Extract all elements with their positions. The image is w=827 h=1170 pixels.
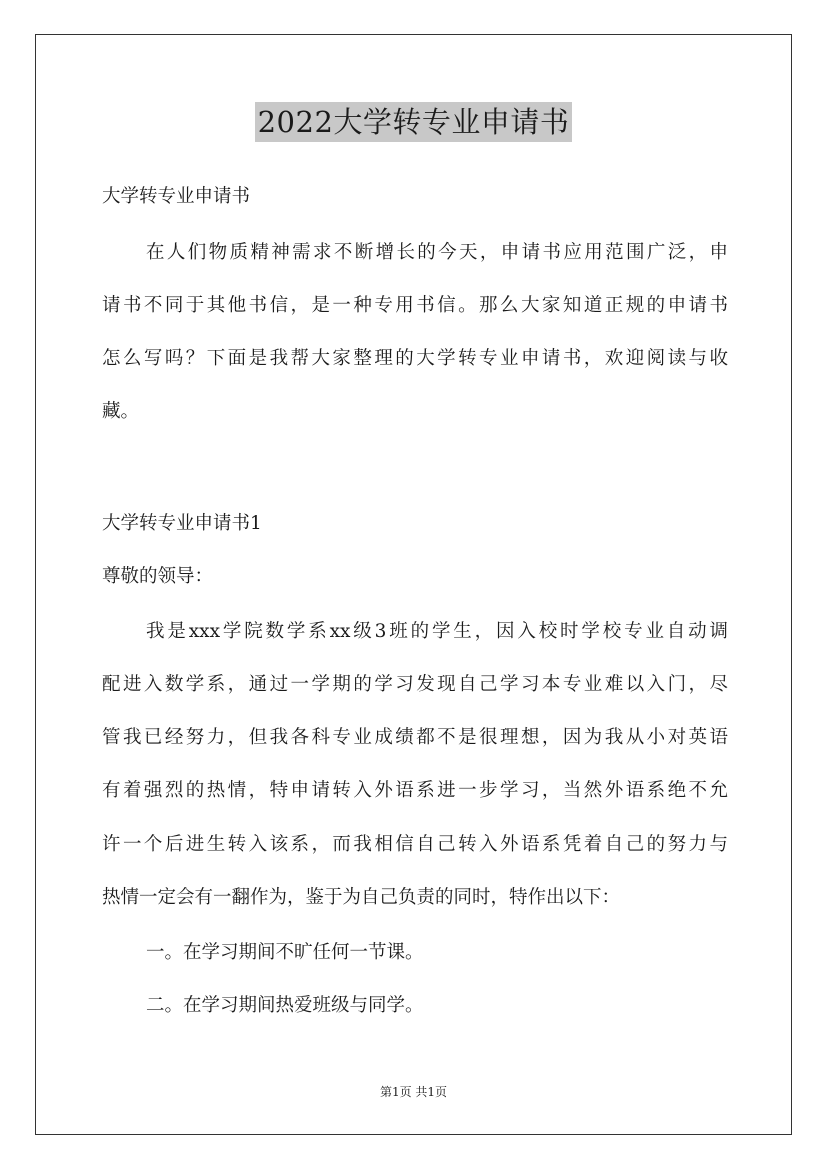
document-subtitle: 大学转专业申请书 [102, 186, 251, 207]
title-container [0, 102, 827, 142]
body-line-5 [102, 830, 728, 856]
intro-line-1 [146, 238, 728, 264]
section-heading: 大学转专业申请书1 [102, 513, 262, 534]
body-line-4-text: 有着强烈的热情，特申请转入外语系进一步学习，当然外语系绝不允 [102, 780, 728, 801]
salutation: 尊敬的领导： [102, 566, 214, 587]
intro-line-1-text: 在人们物质精神需求不断增长的今天，申请书应用范围广泛，申 [146, 242, 728, 263]
body-line-2-text: 配进入数学系，通过一学期的学习发现自己学习本专业难以入门，尽 [102, 674, 728, 695]
intro-line-2 [102, 291, 728, 317]
body-line-1-text: 我是xxx学院数学系xx级3班的学生，因入校时学校专业自动调 [146, 621, 728, 642]
body-line-1 [146, 617, 728, 643]
body-line-4 [102, 776, 728, 802]
document-title: 2022大学转专业申请书 [255, 102, 573, 142]
intro-line-3-text: 怎么写吗？下面是我帮大家整理的大学转专业申请书，欢迎阅读与收 [102, 348, 728, 369]
page-footer: 第1页 共1页 [379, 1085, 448, 1099]
intro-line-4: 藏。 [102, 401, 140, 422]
list-item-1: 一。在学习期间不旷任何一节课。 [146, 942, 424, 963]
intro-line-3 [102, 344, 728, 370]
body-line-3 [102, 723, 728, 749]
body-line-6: 热情一定会有一翻作为，鉴于为自己负责的同时，特作出以下： [102, 887, 621, 908]
body-line-3-text: 管我已经努力，但我各科专业成绩都不是很理想，因为我从小对英语 [102, 727, 728, 748]
body-line-5-text: 许一个后进生转入该系，而我相信自己转入外语系凭着自己的努力与 [102, 834, 728, 855]
list-item-2: 二。在学习期间热爱班级与同学。 [146, 995, 424, 1016]
intro-line-2-text: 请书不同于其他书信，是一种专用书信。那么大家知道正规的申请书 [102, 295, 728, 316]
body-line-2 [102, 670, 728, 696]
